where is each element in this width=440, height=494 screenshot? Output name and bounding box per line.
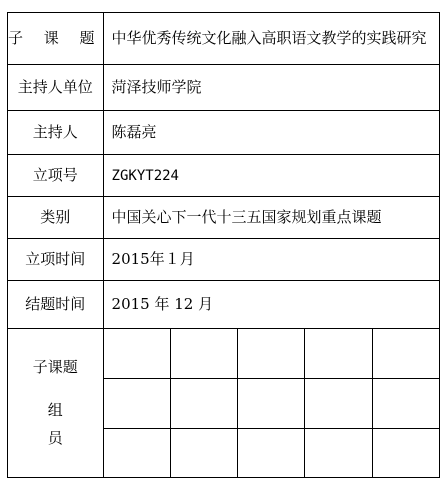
member-cell [103, 429, 170, 478]
member-cell [305, 329, 372, 379]
project-info-table [7, 12, 440, 478]
category-value: 中国关心下一代十三五国家规划重点课题 [103, 197, 439, 239]
member-cell [238, 379, 305, 429]
project-number-value: ZGKYT224 [103, 155, 439, 197]
subproject-label: 子 课 题 [8, 13, 104, 65]
approval-date-label: 立项时间 [8, 239, 104, 281]
completion-date-label: 结题时间 [8, 281, 104, 329]
member-cell [238, 329, 305, 379]
member-cell [372, 379, 439, 429]
subproject-value: 中华优秀传统文化融入高职语文教学的实践研究 [103, 13, 439, 65]
table-row [8, 197, 440, 239]
host-unit-label: 主持人单位 [8, 65, 104, 111]
member-cell [238, 429, 305, 478]
members-label-line1: 子课题 [32, 358, 78, 377]
member-cell [305, 379, 372, 429]
member-cell [170, 379, 237, 429]
project-number-label: 立项号 [8, 155, 104, 197]
member-cell [103, 379, 170, 429]
table-row [8, 239, 440, 281]
member-cell [170, 329, 237, 379]
member-cell [170, 429, 237, 478]
table-row [8, 13, 440, 65]
member-cell [305, 429, 372, 478]
table-row [8, 65, 440, 111]
table-row [8, 155, 440, 197]
host-label: 主持人 [8, 111, 104, 155]
completion-date-value: 2015 年 12 月 [103, 281, 439, 329]
approval-date-value: 2015年１月 [103, 239, 439, 281]
members-row [8, 329, 440, 379]
members-label-line2: 组 员 [47, 400, 81, 448]
members-label [8, 329, 104, 478]
table-row [8, 281, 440, 329]
member-cell [103, 329, 170, 379]
host-value: 陈磊亮 [103, 111, 439, 155]
category-label: 类别 [8, 197, 104, 239]
host-unit-value: 菏泽技师学院 [103, 65, 439, 111]
member-cell [372, 329, 439, 379]
member-cell [372, 429, 439, 478]
table-row [8, 111, 440, 155]
